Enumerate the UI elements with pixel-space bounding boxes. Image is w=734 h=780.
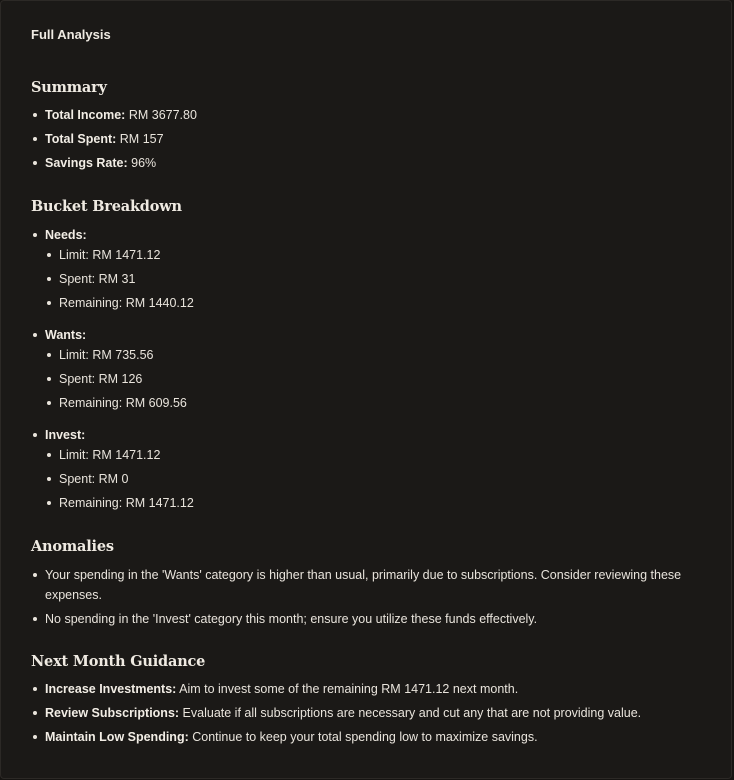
- bucket-line: Remaining: RM 1471.12: [45, 493, 711, 513]
- page-title: Full Analysis: [31, 27, 111, 42]
- anomaly-item: No spending in the 'Invest' category this month; ensure you utilize these funds effectively.: [31, 609, 711, 629]
- guidance-item: [31, 727, 711, 747]
- anomaly-item: Your spending in the 'Wants' category is higher than usual, primarily due to subscriptions. Consider reviewing these expenses.: [31, 565, 711, 605]
- guidance-label: Maintain Low Spending:: [45, 730, 189, 744]
- bucket-sublist: [31, 445, 711, 513]
- bucket-line: Limit: RM 735.56: [45, 345, 711, 365]
- summary-label: Savings Rate:: [45, 156, 128, 170]
- summary-item: [31, 153, 711, 173]
- bucket-name: Needs:: [45, 228, 87, 242]
- bucket-needs: [31, 225, 711, 313]
- bucket-name: Invest:: [45, 428, 86, 442]
- guidance-text: Continue to keep your total spending low to maximize savings.: [192, 730, 538, 744]
- bucket-breakdown-heading: Bucket Breakdown: [31, 198, 182, 215]
- bucket-invest: [31, 425, 711, 513]
- summary-label: Total Income:: [45, 108, 126, 122]
- bucket-line: Limit: RM 1471.12: [45, 445, 711, 465]
- summary-value: RM 3677.80: [128, 108, 197, 122]
- bucket-group: [31, 425, 711, 445]
- guidance-item: [31, 703, 711, 723]
- summary-value: 96%: [131, 156, 157, 170]
- bucket-line: Remaining: RM 1440.12: [45, 293, 711, 313]
- anomalies-heading: Anomalies: [31, 538, 114, 555]
- bucket-wants: [31, 325, 711, 413]
- summary-item: [31, 105, 711, 125]
- guidance-text: Evaluate if all subscriptions are necessary and cut any that are not providing value.: [182, 706, 642, 720]
- bucket-group: [31, 325, 711, 345]
- guidance-label: Increase Investments:: [45, 682, 177, 696]
- bucket-line: Spent: RM 31: [45, 269, 711, 289]
- summary-item: [31, 129, 711, 149]
- guidance-label: Review Subscriptions:: [45, 706, 180, 720]
- bucket-line: Remaining: RM 609.56: [45, 393, 711, 413]
- guidance-text: Aim to invest some of the remaining RM 1471.12 next month.: [179, 682, 519, 696]
- summary-value: RM 157: [119, 132, 164, 146]
- guidance-heading: Next Month Guidance: [31, 653, 206, 670]
- anomalies-list: [31, 565, 711, 629]
- guidance-list: [31, 679, 711, 747]
- summary-list: [31, 105, 711, 173]
- bucket-line: Spent: RM 0: [45, 469, 711, 489]
- bucket-line: Limit: RM 1471.12: [45, 245, 711, 265]
- guidance-item: [31, 679, 711, 699]
- summary-label: Total Spent:: [45, 132, 117, 146]
- bucket-group: [31, 225, 711, 245]
- bucket-name: Wants:: [45, 328, 87, 342]
- bucket-sublist: [31, 245, 711, 313]
- bucket-sublist: [31, 345, 711, 413]
- bucket-line: Spent: RM 126: [45, 369, 711, 389]
- summary-heading: Summary: [31, 79, 107, 96]
